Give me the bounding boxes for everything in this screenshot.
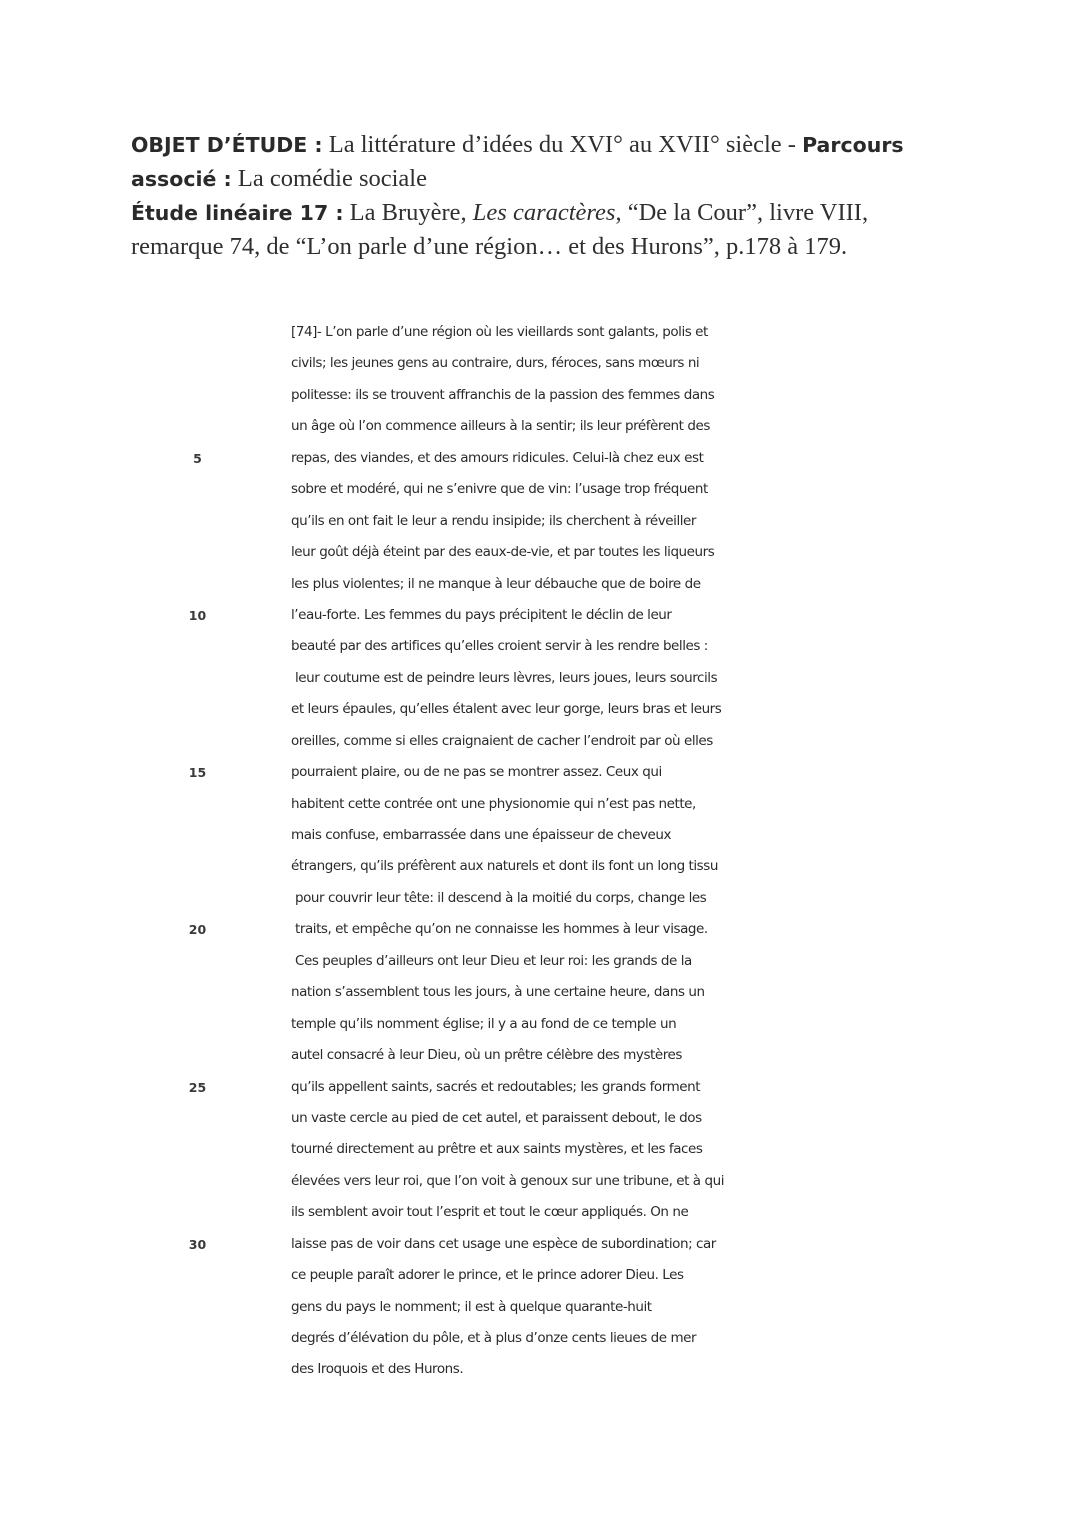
passage-line xyxy=(0,350,1080,381)
line-text: pourraient plaire, ou de ne pas se montrer assez. Ceux qui xyxy=(291,764,662,781)
line-text: degrés d’élévation du pôle, et à plus d’onze cents lieues de mer xyxy=(291,1330,697,1346)
line-text: Ces peuples d’ailleurs ont leur Dieu et leur roi: les grands de la xyxy=(295,952,692,969)
objet-text: La littérature d’idées du XVI° au XVII° siècle - xyxy=(322,131,803,158)
line-text: politesse: ils se trouvent affranchis de la passion des femmes dans xyxy=(291,386,715,403)
passage-line xyxy=(0,1011,1080,1042)
passage-line xyxy=(0,571,1080,602)
passage-line xyxy=(0,948,1080,979)
line-text: beauté par des artifices qu’elles croient servir à les rendre belles : xyxy=(291,638,708,655)
header-line-objet xyxy=(131,128,961,196)
etude-author: La Bruyère, xyxy=(343,199,473,226)
line-text: qu’ils appellent saints, sacrés et redoutables; les grands forment xyxy=(291,1078,701,1095)
line-text: les plus violentes; il ne manque à leur débauche que de boire de xyxy=(291,575,701,592)
line-text: qu’ils en ont fait le leur a rendu insipide; ils cherchent à réveiller xyxy=(291,512,696,529)
passage-line xyxy=(0,1325,1080,1356)
header-line-etude xyxy=(131,196,961,264)
line-text: des Iroquois et des Hurons. xyxy=(291,1361,464,1378)
passage-line xyxy=(0,885,1080,916)
passage-line xyxy=(0,602,1080,633)
line-text: gens du pays le nomment; il est à quelque quarante-huit xyxy=(291,1298,652,1315)
passage-line xyxy=(0,1231,1080,1262)
line-text: leur goût déjà éteint par des eaux-de-vie, et par toutes les liqueurs xyxy=(291,544,715,561)
passage-line xyxy=(0,665,1080,696)
document-header xyxy=(131,128,961,264)
objet-label: OBJET D’ÉTUDE : xyxy=(131,133,323,157)
passage-line xyxy=(0,319,1080,350)
passage-line xyxy=(0,633,1080,664)
line-text: oreilles, comme si elles craignaient de cacher l’endroit par où elles xyxy=(291,732,713,749)
line-text: temple qu’ils nomment église; il y a au fond de ce temple un xyxy=(291,1015,677,1032)
line-text: nation s’assemblent tous les jours, à une certaine heure, dans un xyxy=(291,984,705,1001)
passage-line xyxy=(0,791,1080,822)
line-number: 10 xyxy=(188,607,207,623)
passage-line xyxy=(0,1168,1080,1199)
passage-line xyxy=(0,1199,1080,1230)
etude-work-title: Les caractères xyxy=(472,199,616,226)
line-text: civils; les jeunes gens au contraire, durs, féroces, sans mœurs ni xyxy=(291,355,700,372)
passage-line xyxy=(0,1136,1080,1167)
line-text: laisse pas de voir dans cet usage une espèce de subordination; car xyxy=(291,1235,716,1252)
parcours-label: Parcours associé : xyxy=(131,133,904,191)
etude-label: Étude linéaire 17 : xyxy=(131,201,344,225)
passage-line xyxy=(0,382,1080,413)
line-text: habitent cette contrée ont une physionomie qui n’est pas nette, xyxy=(291,795,696,812)
line-text: traits, et empêche qu’on ne connaisse les hommes à leur visage. xyxy=(295,921,708,938)
passage-line xyxy=(0,1074,1080,1105)
passage-line xyxy=(0,413,1080,444)
passage-line xyxy=(0,508,1080,539)
line-text: ils semblent avoir tout l’esprit et tout le cœur appliqués. On ne xyxy=(291,1204,689,1221)
text-passage xyxy=(0,319,1080,1388)
passage-line xyxy=(0,476,1080,507)
line-text: repas, des viandes, et des amours ridicules. Celui-là chez eux est xyxy=(291,449,704,466)
passage-line xyxy=(0,1294,1080,1325)
line-text: pour couvrir leur tête: il descend à la moitié du corps, change les xyxy=(295,889,707,906)
passage-line xyxy=(0,759,1080,790)
line-number: 20 xyxy=(188,922,207,938)
passage-line xyxy=(0,539,1080,570)
line-text: leur coutume est de peindre leurs lèvres, leurs joues, leurs sourcils xyxy=(295,669,718,686)
passage-line xyxy=(0,822,1080,853)
line-text: l’eau-forte. Les femmes du pays précipitent le déclin de leur xyxy=(291,606,672,623)
line-text: tourné directement au prêtre et aux saints mystères, et les faces xyxy=(291,1141,703,1158)
passage-line xyxy=(0,916,1080,947)
passage-line xyxy=(0,853,1080,884)
line-text: élevées vers leur roi, que l’on voit à genoux sur une tribune, et à qui xyxy=(291,1172,724,1189)
etude-reference: , “De la Cour”, livre VIII, remarque 74, de “L’on parle d’une région… et des Hurons”, p.178 à 179. xyxy=(131,199,869,260)
line-number: 15 xyxy=(188,765,207,781)
passage-line xyxy=(0,696,1080,727)
passage-line xyxy=(0,445,1080,476)
parcours-text: La comédie sociale xyxy=(231,165,427,192)
line-text: un âge où l’on commence ailleurs à la sentir; ils leur préfèrent des xyxy=(291,418,710,435)
line-text: mais confuse, embarrassée dans une épaisseur de cheveux xyxy=(291,827,672,843)
passage-line xyxy=(0,1105,1080,1136)
line-text: sobre et modéré, qui ne s’enivre que de vin: l’usage trop fréquent xyxy=(291,481,708,498)
line-number: 25 xyxy=(188,1079,207,1095)
passage-line xyxy=(0,979,1080,1010)
passage-line xyxy=(0,1356,1080,1387)
line-text: étrangers, qu’ils préfèrent aux naturels et dont ils font un long tissu xyxy=(291,858,718,875)
line-text: un vaste cercle au pied de cet autel, et paraissent debout, le dos xyxy=(291,1109,702,1126)
line-text: [74]- L’on parle d’une région où les vieillards sont galants, polis et xyxy=(291,324,708,340)
line-number: 5 xyxy=(193,450,202,466)
line-text: ce peuple paraît adorer le prince, et le prince adorer Dieu. Les xyxy=(291,1267,684,1284)
passage-line xyxy=(0,1042,1080,1073)
passage-line xyxy=(0,728,1080,759)
passage-line xyxy=(0,1262,1080,1293)
line-number: 30 xyxy=(188,1236,207,1252)
line-text: autel consacré à leur Dieu, où un prêtre célèbre des mystères xyxy=(291,1047,682,1064)
line-text: et leurs épaules, qu’elles étalent avec leur gorge, leurs bras et leurs xyxy=(291,701,722,718)
